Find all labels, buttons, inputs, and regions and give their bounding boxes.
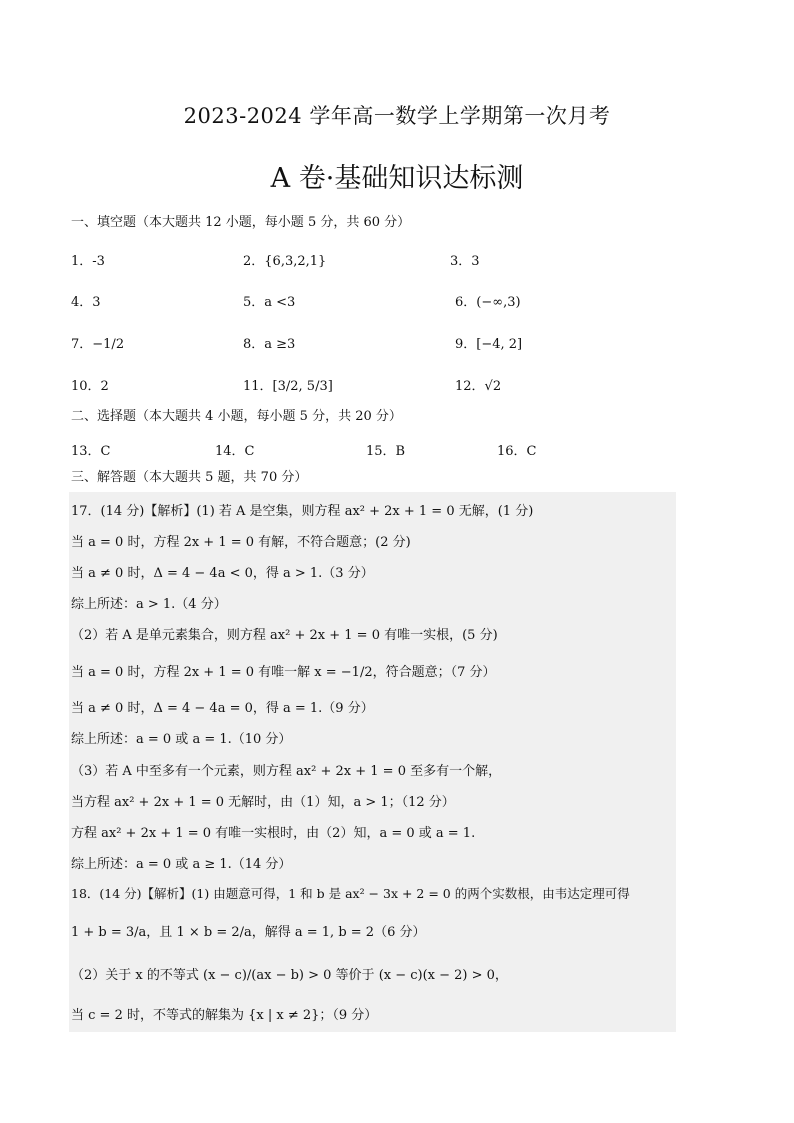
- solution-line-15: （2）关于 x 的不等式 (x − c)/(ax − b) > 0 等价于 (x − c)(x − 2) > 0，: [71, 968, 508, 983]
- answer-1: 1．-3: [71, 254, 105, 269]
- solution-line-10: 当方程 ax² + 2x + 1 = 0 无解时，由（1）知，a > 1；（12 分）: [71, 795, 455, 810]
- document-title: 2023-2024 学年高一数学上学期第一次月考: [183, 104, 611, 128]
- solution-line-16: 当 c = 2 时，不等式的解集为 {x | x ≠ 2}；（9 分）: [71, 1008, 378, 1023]
- answer-3: 3．3: [450, 254, 480, 269]
- solution-line-7: 当 a ≠ 0 时，Δ = 4 − 4a = 0，得 a = 1.（9 分）: [71, 701, 374, 716]
- solution-line-9: （3）若 A 中至多有一个元素，则方程 ax² + 2x + 1 = 0 至多有一个解，: [71, 764, 502, 779]
- answer-12: 12．√2: [455, 379, 502, 394]
- answer-9: 9．[−4, 2]: [455, 337, 523, 352]
- solution-line-1: 17．(14 分)【解析】(1) 若 A 是空集，则方程 ax² + 2x + 1 = 0 无解，(1 分): [71, 504, 534, 519]
- answer-8: 8．a ≥3: [243, 337, 296, 352]
- answer-16: 16．C: [497, 444, 537, 459]
- answer-6: 6．(−∞,3): [455, 295, 521, 310]
- solution-line-3: 当 a ≠ 0 时，Δ = 4 − 4a < 0，得 a > 1.（3 分）: [71, 566, 374, 581]
- answer-13: 13．C: [71, 444, 111, 459]
- solution-line-11: 方程 ax² + 2x + 1 = 0 有唯一实根时，由（2）知，a = 0 或 a = 1.: [71, 826, 476, 841]
- solution-line-6: 当 a = 0 时，方程 2x + 1 = 0 有唯一解 x = −1/2，符合题意；（7 分）: [71, 665, 496, 680]
- answer-15: 15．B: [366, 444, 406, 459]
- solution-line-12: 综上所述：a = 0 或 a ≥ 1.（14 分）: [71, 857, 292, 872]
- section1-heading: 一、填空题（本大题共 12 小题，每小题 5 分，共 60 分）: [71, 215, 411, 230]
- solution-line-2: 当 a = 0 时，方程 2x + 1 = 0 有解，不符合题意；(2 分): [71, 535, 411, 550]
- solution-line-14: 1 + b = 3/a，且 1 × b = 2/a，解得 a = 1, b = 2（6 分）: [71, 925, 426, 940]
- solution-line-5: （2）若 A 是单元素集合，则方程 ax² + 2x + 1 = 0 有唯一实根，(5 分): [71, 628, 498, 643]
- document-subtitle: A 卷·基础知识达标测: [270, 163, 524, 194]
- solution-line-13: 18．(14 分)【解析】(1) 由题意可得，1 和 b 是 ax² − 3x + 2 = 0 的两个实数根，由韦达定理可得: [71, 886, 630, 901]
- section2-heading: 二、选择题（本大题共 4 小题，每小题 5 分，共 20 分）: [71, 409, 402, 424]
- answer-5: 5．a <3: [243, 295, 296, 310]
- answer-11: 11．[3/2, 5/3]: [243, 379, 333, 394]
- answer-14: 14．C: [215, 444, 255, 459]
- answer-10: 10．2: [71, 379, 109, 394]
- answer-2: 2．{6,3,2,1}: [243, 254, 327, 269]
- section3-heading: 三、解答题（本大题共 5 题，共 70 分）: [71, 470, 308, 485]
- solution-line-4: 综上所述：a > 1.（4 分）: [71, 597, 227, 612]
- solution-line-8: 综上所述：a = 0 或 a = 1.（10 分）: [71, 732, 292, 747]
- answer-7: 7．−1/2: [71, 337, 125, 352]
- answer-4: 4．3: [71, 295, 101, 310]
